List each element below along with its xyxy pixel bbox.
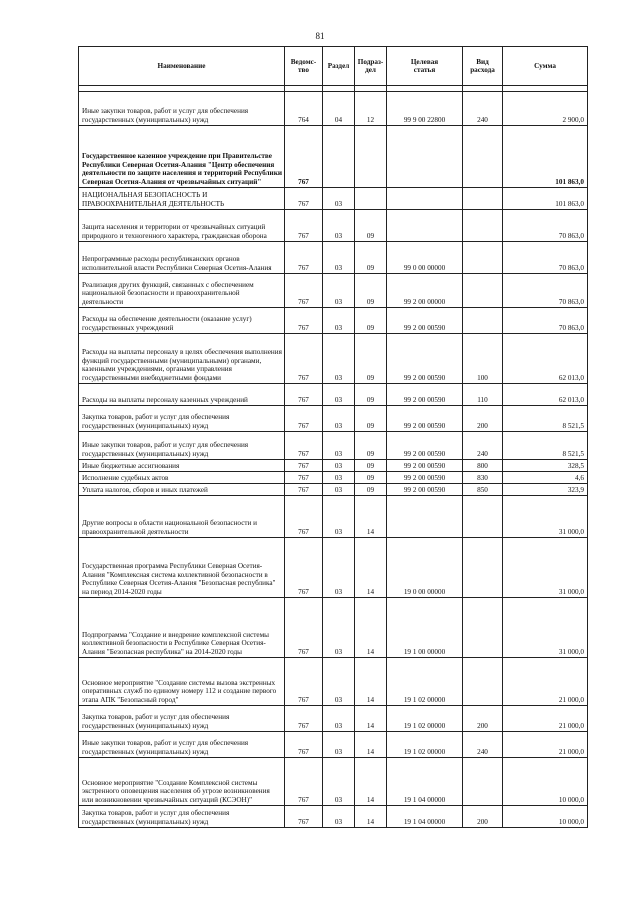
row-dept: 767 bbox=[285, 188, 323, 210]
row-amount: 8 521,5 bbox=[503, 406, 588, 432]
row-dept: 764 bbox=[285, 92, 323, 126]
row-section: 03 bbox=[323, 658, 355, 706]
row-name: Расходы на выплаты персоналу в целях обеспечения выполнения функций государственными (муниципальными) органами, казенными учреждениями, органами управления государственными внебюджетными фондами bbox=[79, 334, 285, 384]
row-subsection: 14 bbox=[355, 758, 387, 806]
row-amount: 31 000,0 bbox=[503, 496, 588, 538]
row-dept: 767 bbox=[285, 732, 323, 758]
row-section: 03 bbox=[323, 472, 355, 484]
row-section: 03 bbox=[323, 484, 355, 496]
row-dept: 767 bbox=[285, 460, 323, 472]
row-expense-type bbox=[463, 210, 503, 242]
row-name: Исполнение судебных актов bbox=[79, 472, 285, 484]
row-expense-type bbox=[463, 242, 503, 274]
row-expense-type: 830 bbox=[463, 472, 503, 484]
row-target bbox=[387, 496, 463, 538]
row-target: 99 2 00 00590 bbox=[387, 432, 463, 460]
row-section: 03 bbox=[323, 242, 355, 274]
row-section: 03 bbox=[323, 308, 355, 334]
row-subsection: 09 bbox=[355, 472, 387, 484]
table-row bbox=[79, 274, 588, 308]
row-subsection: 14 bbox=[355, 706, 387, 732]
row-subsection: 14 bbox=[355, 806, 387, 828]
row-expense-type bbox=[463, 658, 503, 706]
row-expense-type: 100 bbox=[463, 334, 503, 384]
table-row bbox=[79, 496, 588, 538]
row-name: Иные закупки товаров, работ и услуг для обеспечения государственных (муниципальных) нужд bbox=[79, 92, 285, 126]
row-amount: 10 000,0 bbox=[503, 758, 588, 806]
row-section bbox=[323, 126, 355, 188]
row-amount: 70 863,0 bbox=[503, 210, 588, 242]
row-section: 03 bbox=[323, 706, 355, 732]
row-name: Основное мероприятие "Создание Комплексной системы экстренного оповещения населения об угрозе возникновения или возникновении чрезвычайных ситуаций (КСЭОН)" bbox=[79, 758, 285, 806]
row-dept: 767 bbox=[285, 484, 323, 496]
row-dept: 767 bbox=[285, 658, 323, 706]
row-dept: 767 bbox=[285, 384, 323, 406]
row-amount: 70 863,0 bbox=[503, 274, 588, 308]
table-body bbox=[79, 92, 588, 828]
table-row bbox=[79, 334, 588, 384]
row-target bbox=[387, 210, 463, 242]
header-amount: Сумма bbox=[503, 47, 588, 86]
row-dept: 767 bbox=[285, 496, 323, 538]
row-dept: 767 bbox=[285, 126, 323, 188]
row-expense-type: 850 bbox=[463, 484, 503, 496]
row-dept: 767 bbox=[285, 432, 323, 460]
row-dept: 767 bbox=[285, 758, 323, 806]
row-subsection: 14 bbox=[355, 598, 387, 658]
row-dept: 767 bbox=[285, 538, 323, 598]
row-target: 19 1 02 00000 bbox=[387, 658, 463, 706]
table-row bbox=[79, 242, 588, 274]
row-dept: 767 bbox=[285, 806, 323, 828]
row-section: 03 bbox=[323, 460, 355, 472]
row-amount: 21 000,0 bbox=[503, 732, 588, 758]
table-row bbox=[79, 706, 588, 732]
row-target: 19 1 04 00000 bbox=[387, 806, 463, 828]
row-expense-type: 240 bbox=[463, 432, 503, 460]
row-target bbox=[387, 188, 463, 210]
row-name: Расходы на выплаты персоналу казенных учреждений bbox=[79, 384, 285, 406]
row-target: 99 0 00 00000 bbox=[387, 242, 463, 274]
header-name: Наименование bbox=[79, 47, 285, 86]
row-target: 99 2 00 00590 bbox=[387, 334, 463, 384]
row-expense-type: 240 bbox=[463, 92, 503, 126]
row-expense-type: 200 bbox=[463, 806, 503, 828]
row-section: 03 bbox=[323, 732, 355, 758]
row-expense-type bbox=[463, 274, 503, 308]
budget-table bbox=[78, 46, 588, 828]
row-target: 99 2 00 00590 bbox=[387, 406, 463, 432]
table-row bbox=[79, 384, 588, 406]
row-amount: 70 863,0 bbox=[503, 308, 588, 334]
row-section: 03 bbox=[323, 210, 355, 242]
row-target bbox=[387, 126, 463, 188]
row-subsection: 14 bbox=[355, 538, 387, 598]
row-target: 99 2 00 00590 bbox=[387, 484, 463, 496]
row-target: 99 2 00 00590 bbox=[387, 472, 463, 484]
row-expense-type bbox=[463, 758, 503, 806]
row-dept: 767 bbox=[285, 472, 323, 484]
row-name: Непрограммные расходы республиканских органов исполнительной власти Республики Северная Осетия-Алания bbox=[79, 242, 285, 274]
row-expense-type: 110 bbox=[463, 384, 503, 406]
row-name: Основное мероприятие "Создание системы вызова экстренных оперативных служб по единому номеру 112 и создание первого этапа АПК "Безопасный город" bbox=[79, 658, 285, 706]
row-amount: 328,5 bbox=[503, 460, 588, 472]
table-row bbox=[79, 598, 588, 658]
row-amount: 70 863,0 bbox=[503, 242, 588, 274]
row-section: 03 bbox=[323, 598, 355, 658]
row-subsection: 09 bbox=[355, 384, 387, 406]
row-section: 04 bbox=[323, 92, 355, 126]
header-dept: Ведомс- тво bbox=[285, 47, 323, 86]
row-subsection: 09 bbox=[355, 432, 387, 460]
row-target: 19 1 02 00000 bbox=[387, 706, 463, 732]
table-row bbox=[79, 126, 588, 188]
row-subsection: 14 bbox=[355, 658, 387, 706]
row-expense-type: 200 bbox=[463, 706, 503, 732]
row-name: Иные бюджетные ассигнования bbox=[79, 460, 285, 472]
row-amount: 101 863,0 bbox=[503, 126, 588, 188]
row-amount: 31 000,0 bbox=[503, 538, 588, 598]
row-subsection: 09 bbox=[355, 406, 387, 432]
row-subsection: 12 bbox=[355, 92, 387, 126]
row-target: 99 9 00 22800 bbox=[387, 92, 463, 126]
row-target: 19 1 02 00000 bbox=[387, 732, 463, 758]
row-amount: 62 013,0 bbox=[503, 334, 588, 384]
row-subsection: 09 bbox=[355, 334, 387, 384]
row-dept: 767 bbox=[285, 210, 323, 242]
table-row bbox=[79, 806, 588, 828]
row-expense-type bbox=[463, 538, 503, 598]
row-name: Закупка товаров, работ и услуг для обеспечения государственных (муниципальных) нужд bbox=[79, 806, 285, 828]
row-dept: 767 bbox=[285, 242, 323, 274]
page-number: 81 bbox=[315, 31, 325, 41]
table-row bbox=[79, 460, 588, 472]
row-name: Подпрограмма "Создание и внедрение комплексной системы коллективной безопасности в Республике Северная Осетия-Алания "Безопасная республика" на 2014-2020 годы bbox=[79, 598, 285, 658]
row-subsection: 09 bbox=[355, 242, 387, 274]
row-name: Государственная программа Республики Северная Осетия-Алания "Комплексная система коллективной безопасности в Республике Северная Осетия-Алания "Безопасная республика" на период 2014-2020 годы bbox=[79, 538, 285, 598]
row-name: НАЦИОНАЛЬНАЯ БЕЗОПАСНОСТЬ И ПРАВООХРАНИТЕЛЬНАЯ ДЕЯТЕЛЬНОСТЬ bbox=[79, 188, 285, 210]
table-row bbox=[79, 472, 588, 484]
table-row bbox=[79, 308, 588, 334]
row-amount: 62 013,0 bbox=[503, 384, 588, 406]
row-amount: 21 000,0 bbox=[503, 658, 588, 706]
row-subsection: 09 bbox=[355, 484, 387, 496]
row-name: Уплата налогов, сборов и иных платежей bbox=[79, 484, 285, 496]
row-amount: 4,6 bbox=[503, 472, 588, 484]
row-amount: 2 900,0 bbox=[503, 92, 588, 126]
row-section: 03 bbox=[323, 334, 355, 384]
row-amount: 31 000,0 bbox=[503, 598, 588, 658]
row-target: 19 1 04 00000 bbox=[387, 758, 463, 806]
row-subsection bbox=[355, 188, 387, 210]
row-name: Закупка товаров, работ и услуг для обеспечения государственных (муниципальных) нужд bbox=[79, 406, 285, 432]
row-expense-type: 240 bbox=[463, 732, 503, 758]
row-dept: 767 bbox=[285, 334, 323, 384]
header-expense-type: Вид расхода bbox=[463, 47, 503, 86]
row-subsection: 14 bbox=[355, 732, 387, 758]
row-expense-type: 800 bbox=[463, 460, 503, 472]
row-target: 99 2 00 00590 bbox=[387, 384, 463, 406]
table-row bbox=[79, 732, 588, 758]
header-target: Целевая статья bbox=[387, 47, 463, 86]
row-name: Государственное казенное учреждение при Правительстве Республики Северная Осетия-Алания "Центр обеспечения деятельности по защите населения и территорий Республики Северная Осетия-Алания от чрезвычайных ситуаций" bbox=[79, 126, 285, 188]
row-expense-type bbox=[463, 308, 503, 334]
row-section: 03 bbox=[323, 384, 355, 406]
row-section: 03 bbox=[323, 806, 355, 828]
row-amount: 10 000,0 bbox=[503, 806, 588, 828]
row-name: Защита населения и территории от чрезвычайных ситуаций природного и техногенного характера, гражданская оборона bbox=[79, 210, 285, 242]
row-dept: 767 bbox=[285, 406, 323, 432]
table-row bbox=[79, 484, 588, 496]
row-amount: 323,9 bbox=[503, 484, 588, 496]
table-row bbox=[79, 432, 588, 460]
row-target: 99 2 00 00590 bbox=[387, 460, 463, 472]
row-name: Иные закупки товаров, работ и услуг для обеспечения государственных (муниципальных) нужд bbox=[79, 732, 285, 758]
row-amount: 21 000,0 bbox=[503, 706, 588, 732]
row-subsection: 09 bbox=[355, 274, 387, 308]
row-dept: 767 bbox=[285, 274, 323, 308]
row-target: 19 1 00 00000 bbox=[387, 598, 463, 658]
table-row bbox=[79, 406, 588, 432]
row-name: Другие вопросы в области национальной безопасности и правоохранительной деятельности bbox=[79, 496, 285, 538]
row-name: Расходы на обеспечение деятельности (оказание услуг) государственных учреждений bbox=[79, 308, 285, 334]
table-row bbox=[79, 92, 588, 126]
row-subsection: 09 bbox=[355, 460, 387, 472]
row-section: 03 bbox=[323, 274, 355, 308]
row-dept: 767 bbox=[285, 706, 323, 732]
row-subsection bbox=[355, 126, 387, 188]
table-row bbox=[79, 538, 588, 598]
row-target: 19 0 00 00000 bbox=[387, 538, 463, 598]
table-header-row bbox=[79, 47, 588, 86]
row-name: Иные закупки товаров, работ и услуг для обеспечения государственных (муниципальных) нужд bbox=[79, 432, 285, 460]
table-row bbox=[79, 758, 588, 806]
row-subsection: 09 bbox=[355, 210, 387, 242]
header-subsection: Подраз- дел bbox=[355, 47, 387, 86]
row-section: 03 bbox=[323, 406, 355, 432]
row-section: 03 bbox=[323, 758, 355, 806]
table-row bbox=[79, 188, 588, 210]
header-section: Раздел bbox=[323, 47, 355, 86]
row-expense-type: 200 bbox=[463, 406, 503, 432]
row-target: 99 2 00 00590 bbox=[387, 308, 463, 334]
row-section: 03 bbox=[323, 188, 355, 210]
row-name: Закупка товаров, работ и услуг для обеспечения государственных (муниципальных) нужд bbox=[79, 706, 285, 732]
row-dept: 767 bbox=[285, 308, 323, 334]
row-dept: 767 bbox=[285, 598, 323, 658]
table-row bbox=[79, 658, 588, 706]
row-section: 03 bbox=[323, 432, 355, 460]
row-name: Реализация других функций, связанных с обеспечением национальной безопасности и правоохранительной деятельности bbox=[79, 274, 285, 308]
row-amount: 101 863,0 bbox=[503, 188, 588, 210]
row-section: 03 bbox=[323, 496, 355, 538]
row-amount: 8 521,5 bbox=[503, 432, 588, 460]
row-expense-type bbox=[463, 188, 503, 210]
row-section: 03 bbox=[323, 538, 355, 598]
row-subsection: 14 bbox=[355, 496, 387, 538]
row-subsection: 09 bbox=[355, 308, 387, 334]
row-expense-type bbox=[463, 126, 503, 188]
row-target: 99 2 00 00000 bbox=[387, 274, 463, 308]
row-expense-type bbox=[463, 496, 503, 538]
table-row bbox=[79, 210, 588, 242]
row-expense-type bbox=[463, 598, 503, 658]
